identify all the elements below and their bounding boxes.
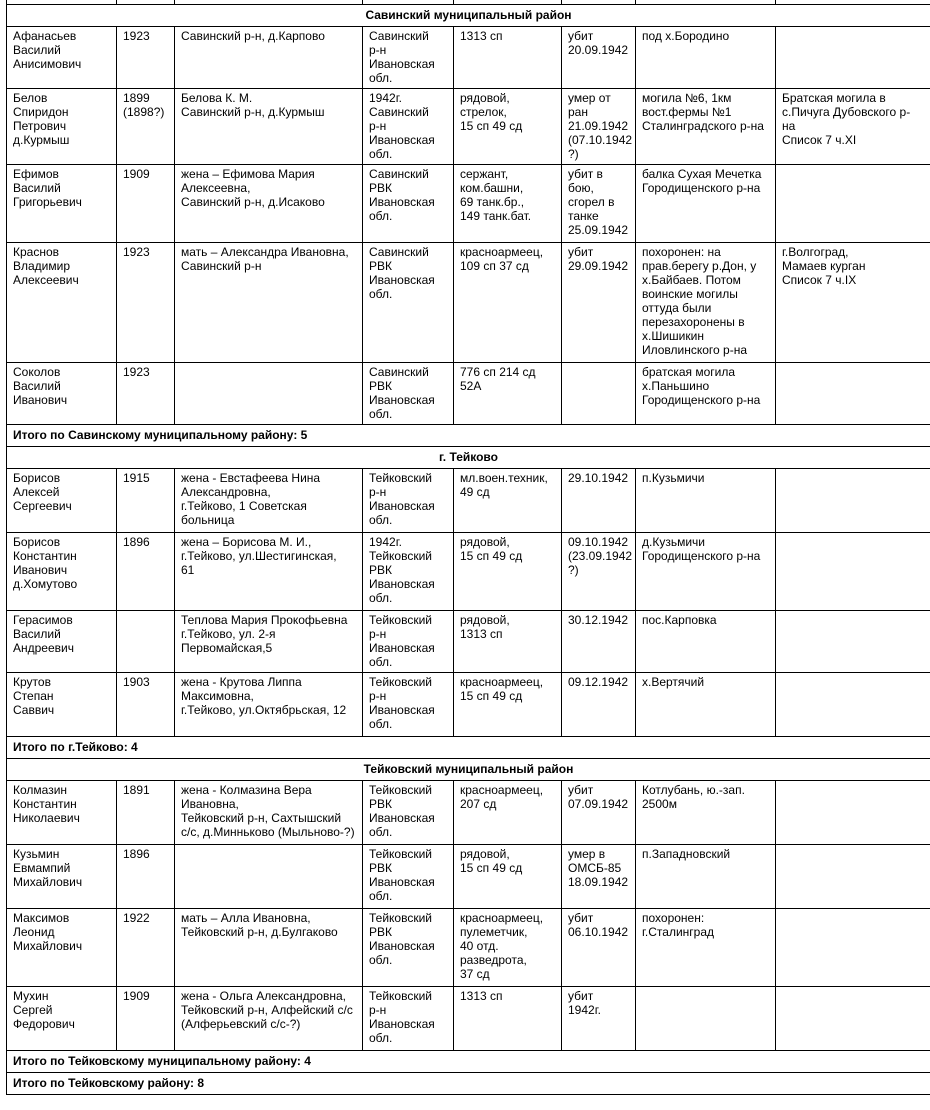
- birth-year-cell: 1896: [117, 532, 175, 610]
- draft-office-cell: Тейковский РВК Ивановская обл.: [363, 844, 454, 908]
- relative-address-cell: жена - Ольга Александровна, Тейковский р-н, Алфейский с/с (Алферьевский с/с-?): [175, 986, 363, 1050]
- relative-address-cell: Теплова Мария Прокофьевна г.Тейково, ул. 2-я Первомайская,5: [175, 610, 363, 672]
- section-total: Итого по г.Тейково: 4: [7, 736, 930, 758]
- birth-year-cell: 1896: [117, 844, 175, 908]
- draft-office-cell: Савинский РВК Ивановская обл.: [363, 242, 454, 362]
- birth-year-cell: 1891: [117, 780, 175, 844]
- burial-place-cell: х.Вертячий: [636, 672, 776, 736]
- fate-date-cell: убит 07.09.1942: [562, 780, 636, 844]
- draft-office-cell: 1942г. Тейковский РВК Ивановская обл.: [363, 532, 454, 610]
- fate-date-cell: умер от ран 21.09.1942 (07.10.1942 ?): [562, 88, 636, 164]
- draft-office-cell: Тейковский р-н Ивановская обл.: [363, 672, 454, 736]
- unit-rank-cell: рядовой, 1313 сп: [454, 610, 562, 672]
- note-cell: [776, 610, 930, 672]
- grand-total: Итого по Тейковскому району: 8: [7, 1072, 930, 1094]
- grand-total-row: [7, 1072, 930, 1094]
- soldier-name-cell: Максимов Леонид Михайлович: [7, 908, 117, 986]
- birth-year-cell: 1922: [117, 908, 175, 986]
- unit-rank-cell: 1313 сп: [454, 986, 562, 1050]
- note-cell: [776, 780, 930, 844]
- table-row: [7, 844, 930, 908]
- soldier-name-cell: Колмазин Константин Николаевич: [7, 780, 117, 844]
- table-row: [7, 362, 930, 424]
- draft-office-cell: 1942г. Савинский р-н Ивановская обл.: [363, 88, 454, 164]
- section-total-row: [7, 424, 930, 446]
- relative-address-cell: Савинский р-н, д.Карпово: [175, 26, 363, 88]
- section-title: Тейковский муниципальный район: [7, 758, 930, 780]
- burial-place-cell: [636, 986, 776, 1050]
- soldier-name-cell: Краснов Владимир Алексеевич: [7, 242, 117, 362]
- relative-address-cell: мать – Александра Ивановна, Савинский р-н: [175, 242, 363, 362]
- note-cell: [776, 164, 930, 242]
- burial-place-cell: похоронен: на прав.берегу р.Дон, у х.Байбаев. Потом воинские могилы оттуда были перезахоронены в х.Шишикин Иловлинского р-на: [636, 242, 776, 362]
- section-header-row: [7, 758, 930, 780]
- relative-address-cell: мать – Алла Ивановна, Тейковский р-н, д.Булгаково: [175, 908, 363, 986]
- burial-place-cell: п.Западновский: [636, 844, 776, 908]
- table-row: [7, 780, 930, 844]
- note-cell: [776, 468, 930, 532]
- soldier-name-cell: Борисов Алексей Сергеевич: [7, 468, 117, 532]
- relative-address-cell: [175, 844, 363, 908]
- burial-place-cell: могила №6, 1км вост.фермы №1 Сталинградского р-на: [636, 88, 776, 164]
- soldier-name-cell: Мухин Сергей Федорович: [7, 986, 117, 1050]
- section-total-row: [7, 736, 930, 758]
- relative-address-cell: жена – Борисова М. И., г.Тейково, ул.Шестигинская, 61: [175, 532, 363, 610]
- burial-place-cell: балка Сухая Мечетка Городищенского р-на: [636, 164, 776, 242]
- document-page: [6, 0, 930, 1095]
- unit-rank-cell: рядовой, стрелок, 15 сп 49 сд: [454, 88, 562, 164]
- soldier-name-cell: Белов Спиридон Петрович д.Курмыш: [7, 88, 117, 164]
- relative-address-cell: жена - Крутова Липпа Максимовна, г.Тейково, ул.Октябрьская, 12: [175, 672, 363, 736]
- casualty-table: [6, 0, 930, 1095]
- table-row: [7, 242, 930, 362]
- fate-date-cell: 09.10.1942 (23.09.1942 ?): [562, 532, 636, 610]
- note-cell: [776, 986, 930, 1050]
- soldier-name-cell: Ефимов Василий Григорьевич: [7, 164, 117, 242]
- table-row: [7, 468, 930, 532]
- fate-date-cell: умер в ОМСБ-85 18.09.1942: [562, 844, 636, 908]
- burial-place-cell: братская могила х.Паньшино Городищенского р-на: [636, 362, 776, 424]
- section-title: Савинский муниципальный район: [7, 4, 930, 26]
- table-row: [7, 164, 930, 242]
- soldier-name-cell: Кузьмин Евмампий Михайлович: [7, 844, 117, 908]
- relative-address-cell: жена - Колмазина Вера Ивановна, Тейковский р-н, Сахтышский с/с, д.Минньково (Мыльново-?): [175, 780, 363, 844]
- note-cell: [776, 26, 930, 88]
- note-cell: [776, 844, 930, 908]
- draft-office-cell: Савинский РВК Ивановская обл.: [363, 362, 454, 424]
- table-row: [7, 88, 930, 164]
- note-cell: [776, 908, 930, 986]
- note-cell: [776, 532, 930, 610]
- section-header-row: [7, 4, 930, 26]
- unit-rank-cell: 776 сп 214 сд 52А: [454, 362, 562, 424]
- fate-date-cell: 09.12.1942: [562, 672, 636, 736]
- draft-office-cell: Савинский р-н Ивановская обл.: [363, 26, 454, 88]
- birth-year-cell: 1923: [117, 242, 175, 362]
- table-row: [7, 986, 930, 1050]
- birth-year-cell: 1899 (1898?): [117, 88, 175, 164]
- soldier-name-cell: Борисов Константин Иванович д.Хомутово: [7, 532, 117, 610]
- unit-rank-cell: мл.воен.техник, 49 сд: [454, 468, 562, 532]
- burial-place-cell: похоронен: г.Сталинград: [636, 908, 776, 986]
- fate-date-cell: убит 20.09.1942: [562, 26, 636, 88]
- unit-rank-cell: 1313 сп: [454, 26, 562, 88]
- birth-year-cell: [117, 610, 175, 672]
- relative-address-cell: жена - Евстафеева Нина Александровна, г.Тейково, 1 Советская больница: [175, 468, 363, 532]
- unit-rank-cell: рядовой, 15 сп 49 сд: [454, 532, 562, 610]
- note-cell: Братская могила в с.Пичуга Дубовского р- на Список 7 ч.XI: [776, 88, 930, 164]
- unit-rank-cell: красноармеец, пулеметчик, 40 отд. разведрота, 37 сд: [454, 908, 562, 986]
- note-cell: [776, 362, 930, 424]
- unit-rank-cell: красноармеец, 109 сп 37 сд: [454, 242, 562, 362]
- section-total-row: [7, 1050, 930, 1072]
- unit-rank-cell: красноармеец, 207 сд: [454, 780, 562, 844]
- unit-rank-cell: сержант, ком.башни, 69 танк.бр., 149 танк.бат.: [454, 164, 562, 242]
- fate-date-cell: 30.12.1942: [562, 610, 636, 672]
- section-total: Итого по Савинскому муниципальному району: 5: [7, 424, 930, 446]
- table-row: [7, 532, 930, 610]
- birth-year-cell: 1923: [117, 26, 175, 88]
- table-row: [7, 26, 930, 88]
- soldier-name-cell: Крутов Степан Саввич: [7, 672, 117, 736]
- fate-date-cell: убит в бою, сгорел в танке 25.09.1942: [562, 164, 636, 242]
- draft-office-cell: Тейковский РВК Ивановская обл.: [363, 780, 454, 844]
- burial-place-cell: п.Кузьмичи: [636, 468, 776, 532]
- burial-place-cell: пос.Карповка: [636, 610, 776, 672]
- burial-place-cell: Котлубань, ю.-зап. 2500м: [636, 780, 776, 844]
- fate-date-cell: 29.10.1942: [562, 468, 636, 532]
- burial-place-cell: под х.Бородино: [636, 26, 776, 88]
- birth-year-cell: 1923: [117, 362, 175, 424]
- section-header-row: [7, 446, 930, 468]
- relative-address-cell: жена – Ефимова Мария Алексеевна, Савинский р-н, д.Исаково: [175, 164, 363, 242]
- table-row: [7, 908, 930, 986]
- birth-year-cell: 1915: [117, 468, 175, 532]
- section-total: Итого по Тейковскому муниципальному району: 4: [7, 1050, 930, 1072]
- birth-year-cell: 1909: [117, 986, 175, 1050]
- soldier-name-cell: Герасимов Василий Андреевич: [7, 610, 117, 672]
- soldier-name-cell: Соколов Василий Иванович: [7, 362, 117, 424]
- draft-office-cell: Тейковский р-н Ивановская обл.: [363, 468, 454, 532]
- fate-date-cell: убит 29.09.1942: [562, 242, 636, 362]
- draft-office-cell: Тейковский РВК Ивановская обл.: [363, 908, 454, 986]
- note-cell: г.Волгоград, Мамаев курган Список 7 ч.IX: [776, 242, 930, 362]
- table-row: [7, 610, 930, 672]
- burial-place-cell: д.Кузьмичи Городищенского р-на: [636, 532, 776, 610]
- note-cell: [776, 672, 930, 736]
- draft-office-cell: Савинский РВК Ивановская обл.: [363, 164, 454, 242]
- fate-date-cell: [562, 362, 636, 424]
- relative-address-cell: Белова К. М. Савинский р-н, д.Курмыш: [175, 88, 363, 164]
- unit-rank-cell: рядовой, 15 сп 49 сд: [454, 844, 562, 908]
- draft-office-cell: Тейковский р-н Ивановская обл.: [363, 986, 454, 1050]
- birth-year-cell: 1909: [117, 164, 175, 242]
- birth-year-cell: 1903: [117, 672, 175, 736]
- soldier-name-cell: Афанасьев Василий Анисимович: [7, 26, 117, 88]
- section-title: г. Тейково: [7, 446, 930, 468]
- relative-address-cell: [175, 362, 363, 424]
- fate-date-cell: убит 1942г.: [562, 986, 636, 1050]
- table-row: [7, 672, 930, 736]
- fate-date-cell: убит 06.10.1942: [562, 908, 636, 986]
- draft-office-cell: Тейковский р-н Ивановская обл.: [363, 610, 454, 672]
- unit-rank-cell: красноармеец, 15 сп 49 сд: [454, 672, 562, 736]
